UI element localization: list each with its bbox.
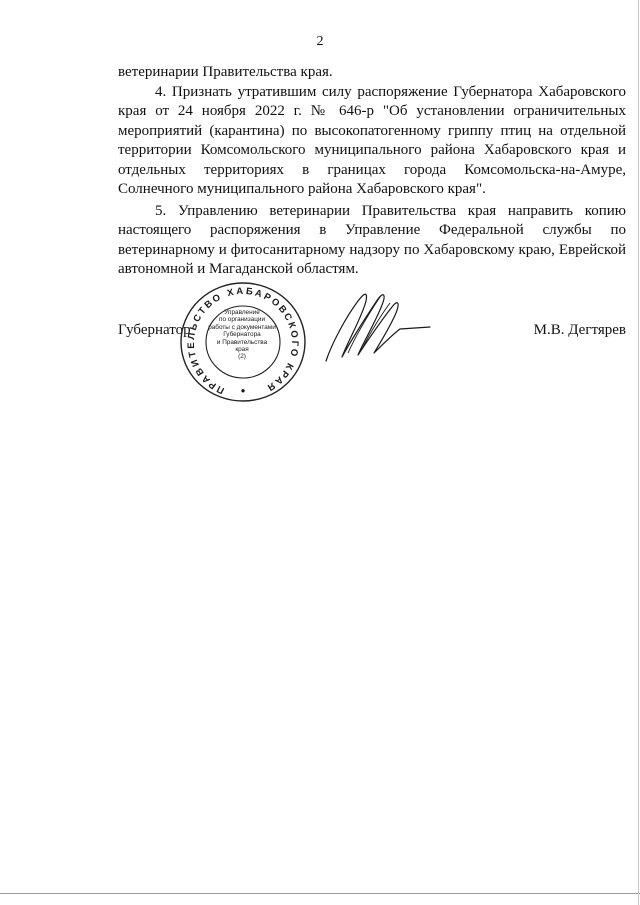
page-number: 2: [316, 34, 324, 49]
stamp-line: по организации: [218, 316, 266, 324]
stamp-line: (2): [238, 353, 246, 361]
stamp-line: работы с документами: [208, 323, 276, 331]
signatory-name: М.В. Дегтярев: [533, 322, 626, 338]
scan-border-line: [638, 0, 639, 905]
stamp-ring-text: ПРАВИТЕЛЬСТВО ХАБАРОВСКОГО КРАЯ: [185, 285, 301, 396]
handwritten-signature: [318, 283, 438, 373]
stamp-line: и Правительства: [216, 338, 268, 346]
svg-text:●: ●: [240, 386, 246, 395]
paragraph-item-4: 4. Признать утратившим силу распоряжение Губернатора Хабаровского края от 24 ноября 2022 г. № 646-р "Об установлении ограничительных мероприятий (карантина) по высокопатогенному гриппу птиц на отдельной территории Комсомольского муниципального района Хабаровского края и отдельных территориях в границах города Комсомольска-на-Амуре, Солнечного муниципального района Хабаровского края".: [118, 83, 626, 197]
document-body: [118, 63, 626, 280]
scan-border-line: [0, 893, 640, 894]
paragraph-item-5: 5. Управлению ветеринарии Правительства края направить копию настоящего распоряжения в Управление Федеральной службы по ветеринарному и фитосанитарному надзору по Хабаровскому краю, Еврейской автономной и Магаданской областям.: [118, 202, 626, 277]
stamp-center-text: [206, 309, 278, 361]
stamp-line: Управление: [224, 309, 260, 316]
signatory-position: Губернатор: [118, 322, 191, 338]
stamp-line: Губернатора: [223, 331, 261, 339]
paragraph-continuation: ветеринарии Правительства края.: [118, 64, 333, 80]
stamp-line: края: [235, 346, 249, 354]
